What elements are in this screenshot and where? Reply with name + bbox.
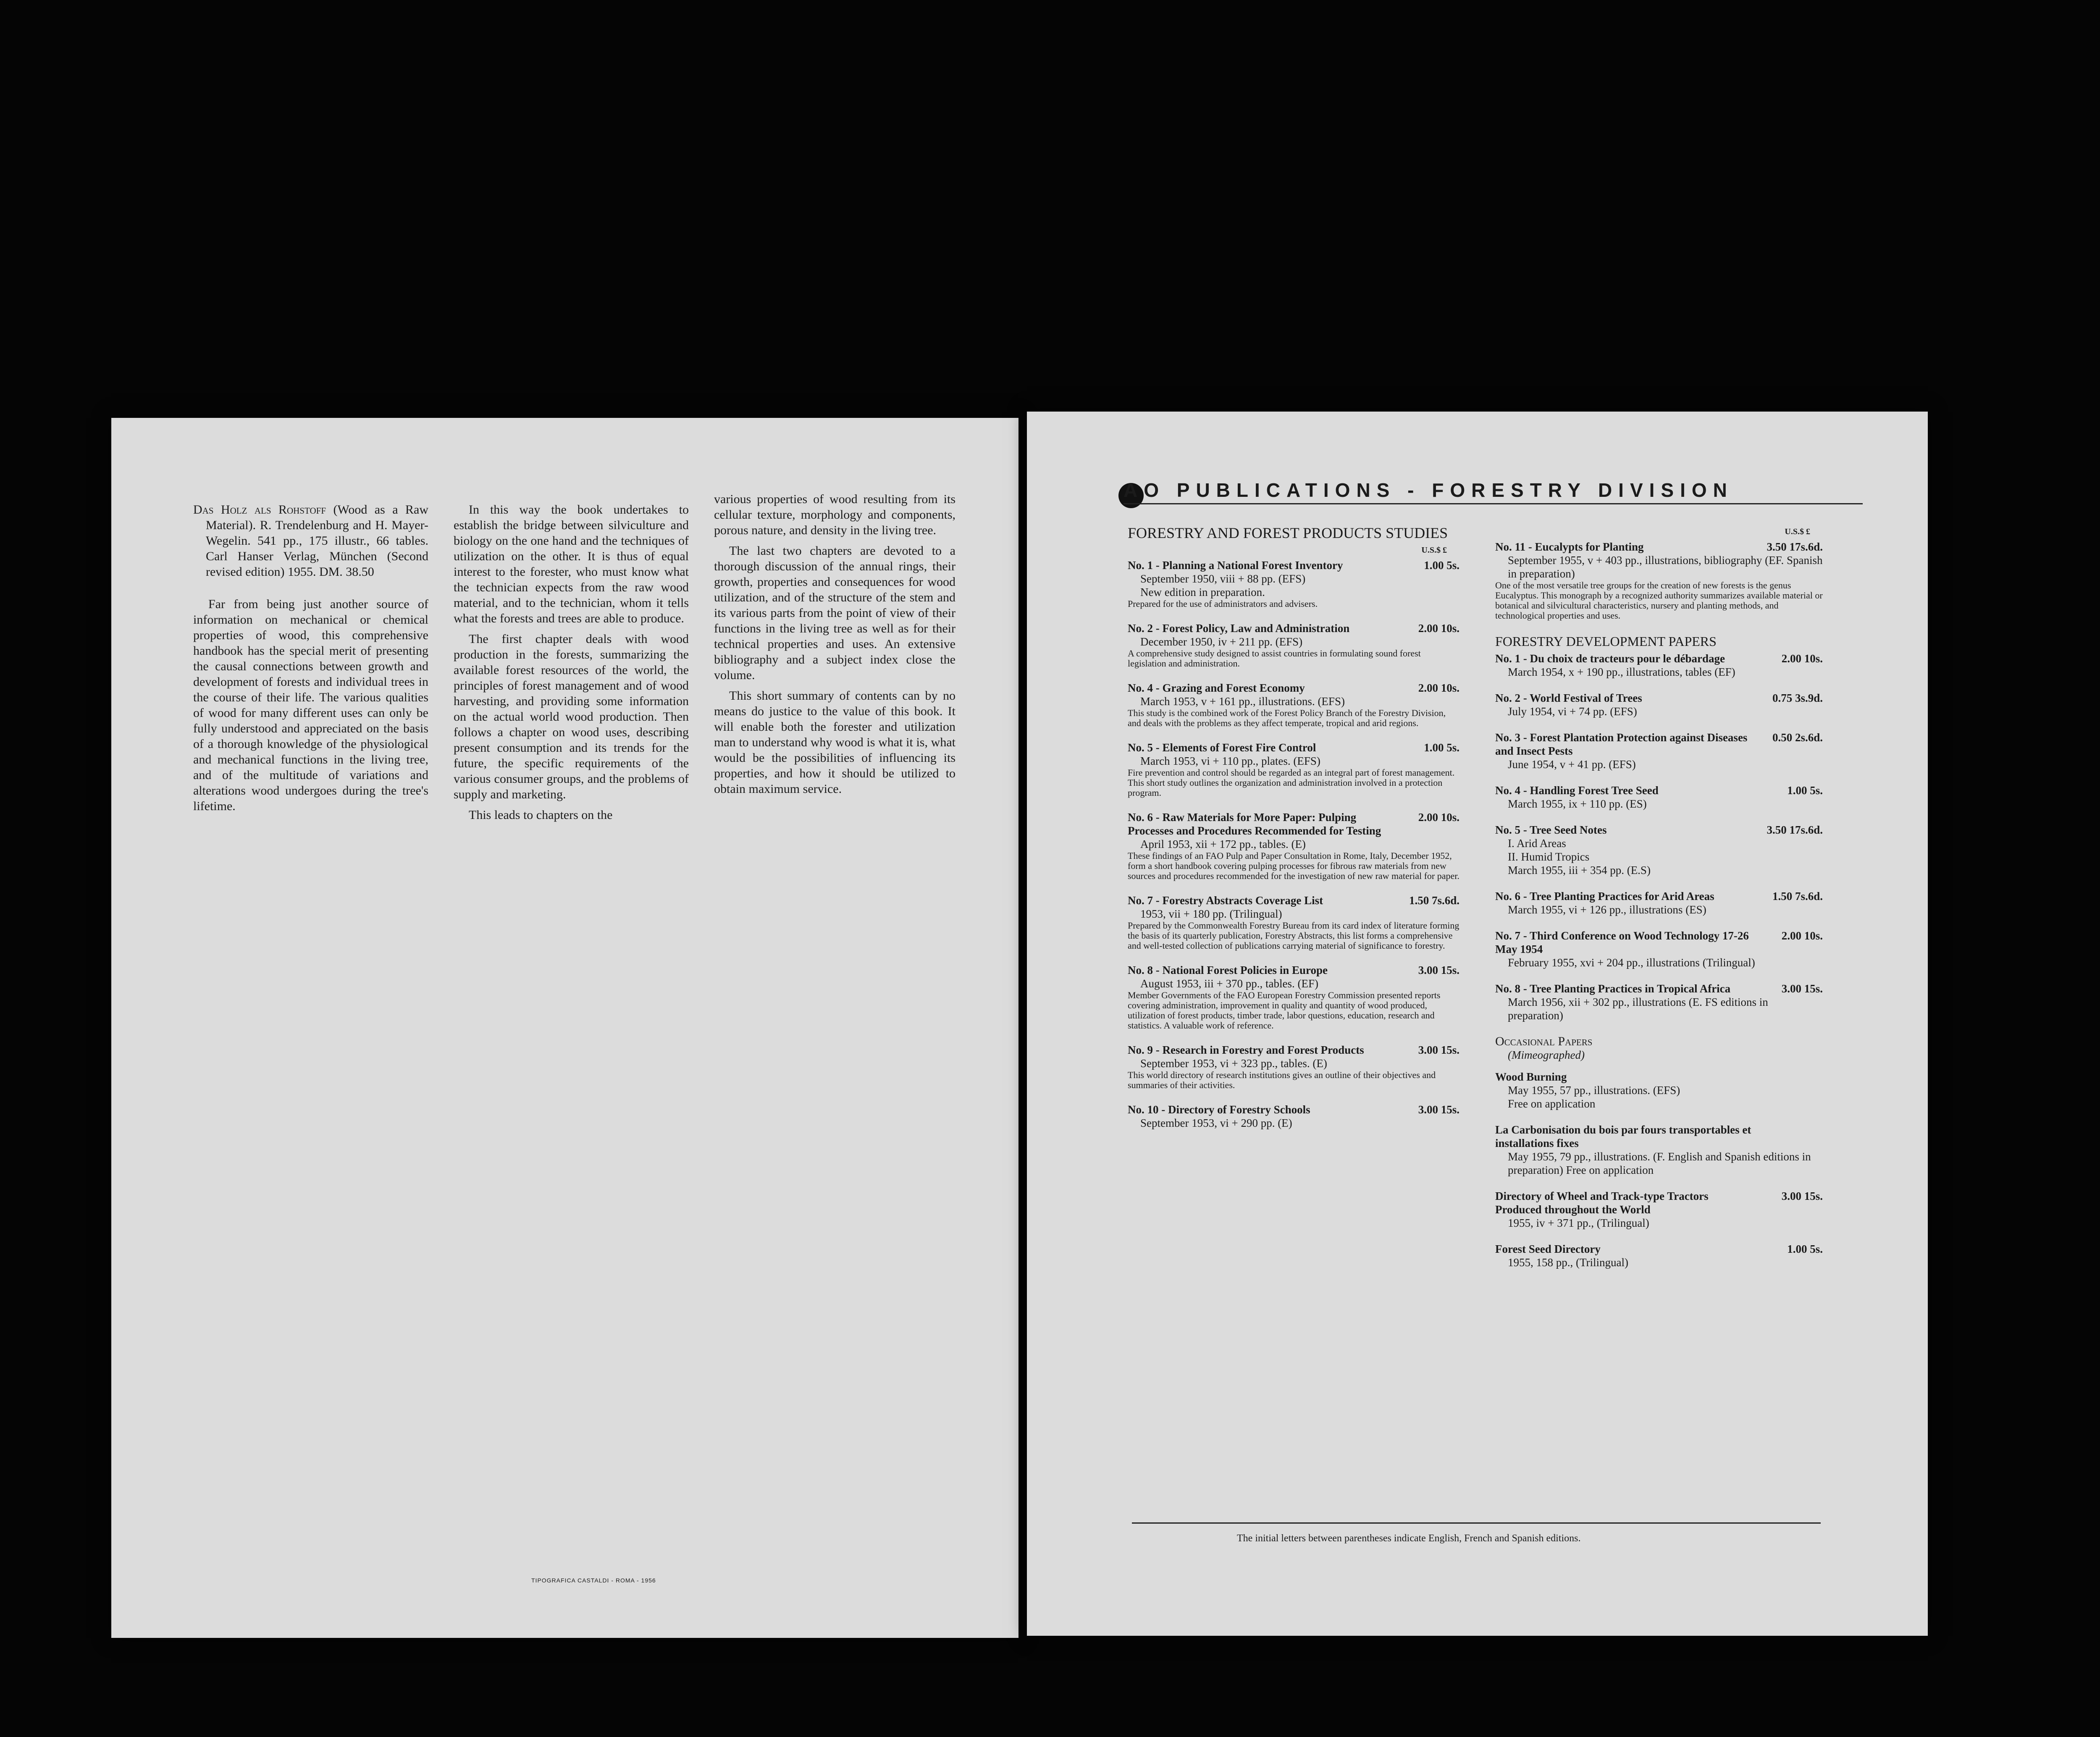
publication-entry xyxy=(1495,1123,1823,1177)
section-title: FORESTRY DEVELOPMENT PAPERS xyxy=(1495,634,1717,649)
review-paragraph: The last two chapters are devoted to a thorough discussion of the annual rings, their growth, properties and consequences for wood utilization, and of the structure of the stem and its various parts from the point of view of their functions in the living tree as well as for their technical properties and uses. An extensive bibliography and a subject index close the volume. xyxy=(714,544,956,682)
review-paragraph: This leads to chapters on the xyxy=(469,808,613,822)
entry-price: 2.00 10s. xyxy=(1418,811,1460,824)
publication-entry xyxy=(1128,741,1460,798)
publication-entry xyxy=(1495,1070,1823,1110)
publication-entry xyxy=(1495,540,1823,621)
entry-title: Wood Burning xyxy=(1495,1071,1567,1083)
entry-title: No. 2 - World Festival of Trees xyxy=(1495,692,1642,704)
publication-entry xyxy=(1495,652,1823,679)
entry-note: Prepared by the Commonwealth Forestry Bureau from its card index of literature forming the basis of its quarterly publication, Forestry Abstracts, this list forms a comprehensive and well-tested collection of publications carrying material of significance to forestry. xyxy=(1128,920,1460,951)
publication-entry xyxy=(1495,929,1823,969)
entry-price: 1.00 5s. xyxy=(1424,559,1460,572)
entry-title: No. 7 - Forestry Abstracts Coverage List xyxy=(1128,894,1323,907)
entry-detail: 1955, iv + 371 pp., (Trilingual) xyxy=(1508,1217,1649,1229)
publication-entry xyxy=(1495,731,1823,771)
entry-detail: I. Arid Areas II. Humid Tropics March 1955, iii + 354 pp. (E.S) xyxy=(1508,837,1651,876)
entry-note: Fire prevention and control should be regarded as an integral part of forest management. This short study outlines the organization and administration involved in a protection program. xyxy=(1128,767,1455,798)
entry-price: 2.00 10s. xyxy=(1418,622,1460,635)
entry-price xyxy=(1751,1070,1823,1084)
printer-imprint: TIPOGRAFICA CASTALDI - ROMA - 1956 xyxy=(531,1577,656,1584)
entry-title: No. 4 - Grazing and Forest Economy xyxy=(1128,682,1305,694)
entry-price: 1.00 5s. xyxy=(1787,1243,1823,1255)
entry-title: Directory of Wheel and Track-type Tractors Produced throughout the World xyxy=(1495,1190,1709,1216)
entry-title: No. 5 - Tree Seed Notes xyxy=(1495,824,1607,836)
entry-title: No. 6 - Raw Materials for More Paper: Pulping Processes and Procedures Recommended for Testing xyxy=(1128,811,1381,837)
citation-details: (Wood as a Raw Material). R. Trendelenburg and H. Mayer-Wegelin. 541 pp., 175 illustr., 66 tables. Carl Hanser Verlag, München (Second revised edition) 1955. DM. 38.50 xyxy=(206,503,428,579)
bottom-rule xyxy=(1132,1522,1821,1524)
entry-detail: February 1955, xvi + 204 pp., illustrations (Trilingual) xyxy=(1508,956,1755,969)
entry-title: No. 5 - Elements of Forest Fire Control xyxy=(1128,741,1316,754)
entry-price: 1.50 7s.6d. xyxy=(1772,890,1823,903)
left-page xyxy=(111,418,1018,1638)
left-column-1 xyxy=(193,502,428,819)
entry-title: No. 3 - Forest Plantation Protection against Diseases and Insect Pests xyxy=(1495,731,1748,757)
publication-entry xyxy=(1495,1242,1823,1269)
entry-price: 3.00 15s. xyxy=(1418,1044,1460,1056)
entry-title: No. 7 - Third Conference on Wood Technology 17-26 May 1954 xyxy=(1495,929,1749,955)
entry-detail: June 1954, v + 41 pp. (EFS) xyxy=(1508,758,1636,771)
entry-note: This world directory of research institutions gives an outline of their objectives and summaries of their activities. xyxy=(1128,1070,1436,1090)
section-subtitle: (Mimeographed) xyxy=(1508,1049,1585,1061)
entry-detail: March 1953, v + 161 pp., illustrations. (EFS) xyxy=(1140,695,1345,708)
right-page xyxy=(1027,412,1928,1636)
entry-price: 3.50 17s.6d. xyxy=(1767,541,1823,553)
publication-entry xyxy=(1128,681,1460,728)
entry-title: No. 11 - Eucalypts for Planting xyxy=(1495,541,1644,553)
footnote: The initial letters between parentheses indicate English, French and Spanish editions. xyxy=(1237,1533,1581,1544)
entry-note: These findings of an FAO Pulp and Paper Consultation in Rome, Italy, December 1952, form a short handbook covering pulping processes for fibrous raw materials from new sources and procedures recommended for the investigation of new raw material for paper. xyxy=(1128,850,1460,881)
entry-note: One of the most versatile tree groups for the creation of new forests is the genus Eucalyptus. This monograph by a recognized authority summarizes available material or botanical and silvicultural characteristics, nursery and planting methods, and technological properties and uses. xyxy=(1495,580,1823,621)
entry-detail: September 1955, v + 403 pp., illustrations, bibliography (EF. Spanish in preparation) xyxy=(1508,554,1823,580)
book-title: Das Holz als Rohstoff xyxy=(193,503,326,517)
entry-price: 2.00 10s. xyxy=(1781,929,1823,942)
entry-detail: July 1954, vi + 74 pp. (EFS) xyxy=(1508,705,1637,718)
entry-note: A comprehensive study designed to assist countries in formulating sound forest legislation and administration. xyxy=(1128,648,1421,669)
entry-note: Member Governments of the FAO European Forestry Commission presented reports covering administration, improvement in quality and quantity of wood produced, utilization of forest products, timber trade, labor questions, education, research and statistics. A valuable work of reference. xyxy=(1128,990,1441,1031)
publication-entry xyxy=(1128,894,1460,951)
entry-title: No. 9 - Research in Forestry and Forest Products xyxy=(1128,1044,1364,1056)
entry-price: 3.00 15s. xyxy=(1781,982,1823,995)
publication-entry xyxy=(1495,691,1823,718)
left-column-2 xyxy=(454,502,689,828)
entry-title: No. 4 - Handling Forest Tree Seed xyxy=(1495,784,1659,797)
entry-note: Prepared for the use of administrators and advisers. xyxy=(1128,598,1318,609)
entry-detail: May 1955, 57 pp., illustrations. (EFS) Free on application xyxy=(1508,1084,1680,1110)
occasional-papers-list xyxy=(1495,1070,1823,1269)
entry-detail: March 1956, xii + 302 pp., illustrations (E. FS editions in preparation) xyxy=(1508,996,1768,1022)
publication-entry xyxy=(1128,1103,1460,1130)
entry-price: 1.00 5s. xyxy=(1787,784,1823,797)
section-title: FORESTRY AND FOREST PRODUCTS STUDIES xyxy=(1128,525,1448,541)
review-paragraph: Far from being just another source of information on mechanical or chemical properties of wood, this comprehensive handbook has the special merit of presenting the causal connections between growth and development of forests and individual trees in the course of their life. The various qualities of wood for many different uses can only be fully understood and appreciated on the basis of a thorough knowledge of the physiological and mechanical functions in the living tree, and of the multitude of variations and alterations wood undergoes during the tree's lifetime. xyxy=(193,597,428,813)
development-papers-list xyxy=(1495,652,1823,1022)
entry-detail: April 1953, xii + 172 pp., tables. (E) xyxy=(1140,838,1306,850)
entry-price: 2.00 10s. xyxy=(1418,682,1460,694)
review-paragraph: This short summary of contents can by no means do justice to the value of this book. It will enable both the forester and utilization man to understand why wood is what it is, what would be the possibilities of influencing its properties, and how it should be utilized to obtain maximum service. xyxy=(714,689,956,796)
entry-price: 0.50 2s.6d. xyxy=(1772,731,1823,744)
entry-detail: 1955, 158 pp., (Trilingual) xyxy=(1508,1256,1629,1269)
entry-title: No. 6 - Tree Planting Practices for Arid Areas xyxy=(1495,890,1714,903)
entry-detail: September 1953, vi + 290 pp. (E) xyxy=(1140,1117,1292,1129)
entry-detail: March 1955, vi + 126 pp., illustrations (ES) xyxy=(1508,903,1706,916)
entry-title: No. 2 - Forest Policy, Law and Administration xyxy=(1128,622,1350,635)
entry-title: No. 8 - Tree Planting Practices in Tropical Africa xyxy=(1495,982,1731,995)
catalog-column-1 xyxy=(1128,525,1460,1142)
entry-detail: March 1954, x + 190 pp., illustrations, tables (EF) xyxy=(1508,666,1735,678)
entry-price: 3.00 15s. xyxy=(1781,1190,1823,1202)
entry-price xyxy=(1751,1123,1823,1150)
entry-detail: September 1953, vi + 323 pp., tables. (E) xyxy=(1140,1057,1327,1070)
entry-title: No. 10 - Directory of Forestry Schools xyxy=(1128,1103,1310,1116)
publication-entry xyxy=(1495,823,1823,877)
section-title: Occasional Papers xyxy=(1495,1034,1593,1048)
entry-price: 1.00 5s. xyxy=(1424,741,1460,754)
entry-price: 3.00 15s. xyxy=(1418,1103,1460,1116)
publication-entry xyxy=(1128,559,1460,609)
entry-detail: September 1950, viii + 88 pp. (EFS) New edition in preparation. xyxy=(1140,572,1306,598)
entry-title: No. 1 - Planning a National Forest Inventory xyxy=(1128,559,1343,572)
entry-price: 3.00 15s. xyxy=(1418,964,1460,976)
book-citation xyxy=(193,502,428,580)
currency-heading: U.S.$ £ xyxy=(1785,527,1810,536)
review-paragraph: In this way the book undertakes to establish the bridge between silviculture and biology on the one hand and the techniques of utilization on the other. It is thus of equal interest to the forester, who must know what the technician expects from the raw wood material, and to the technician, whom it tells what the forests and trees are able to produce. xyxy=(454,503,689,625)
entry-detail: March 1953, vi + 110 pp., plates. (EFS) xyxy=(1140,755,1320,767)
publication-entry xyxy=(1495,784,1823,811)
publication-entry xyxy=(1128,963,1460,1031)
catalog-column-2 xyxy=(1495,525,1823,1282)
review-paragraph: The first chapter deals with wood production in the forests, summarizing the available forest resources of the world, the principles of forest management and of wood harvesting, and providing some information on the actual world wood production. Then follows a chapter on wood uses, describing present consumption and its trends for the future, the specific requirements of the various consumer groups, and the problems of supply and marketing. xyxy=(454,632,689,801)
entry-note: This study is the combined work of the Forest Policy Branch of the Forestry Division, and deals with the problems as they affect temperate, tropical and arid regions. xyxy=(1128,708,1446,728)
entry-detail: August 1953, iii + 370 pp., tables. (EF) xyxy=(1140,977,1318,990)
entry-price: 0.75 3s.9d. xyxy=(1772,692,1823,704)
entry-detail: December 1950, iv + 211 pp. (EFS) xyxy=(1140,635,1303,648)
entry-price: 3.50 17s.6d. xyxy=(1767,824,1823,836)
publication-entry xyxy=(1495,982,1823,1022)
publication-entry xyxy=(1495,889,1823,916)
publication-entry xyxy=(1128,811,1460,881)
entry-title: No. 8 - National Forest Policies in Europe xyxy=(1128,964,1328,976)
entry-detail: May 1955, 79 pp., illustrations. (F. English and Spanish editions in preparation) Free on application xyxy=(1508,1150,1811,1176)
entry-detail: March 1955, ix + 110 pp. (ES) xyxy=(1508,798,1647,810)
entry-title: Forest Seed Directory xyxy=(1495,1243,1601,1255)
left-column-3 xyxy=(714,491,956,802)
entry-title: La Carbonisation du bois par fours transportables et installations fixes xyxy=(1495,1123,1751,1149)
review-paragraph: various properties of wood resulting from its cellular texture, morphology and components, porous nature, and density in the living tree. xyxy=(714,492,956,537)
currency-heading: U.S.$ £ xyxy=(1421,546,1447,555)
entry-title: No. 1 - Du choix de tracteurs pour le débardage xyxy=(1495,652,1725,665)
publication-entry xyxy=(1128,622,1460,669)
entry-price: 2.00 10s. xyxy=(1781,652,1823,665)
entry-detail: 1953, vii + 180 pp. (Trilingual) xyxy=(1140,908,1282,920)
page-header: AO PUBLICATIONS - FORESTRY DIVISION xyxy=(1124,479,1863,504)
forestry-studies-list xyxy=(1128,559,1460,1130)
entry-price: 1.50 7s.6d. xyxy=(1409,894,1460,907)
publication-entry xyxy=(1495,1189,1823,1230)
publication-entry xyxy=(1128,1043,1460,1090)
